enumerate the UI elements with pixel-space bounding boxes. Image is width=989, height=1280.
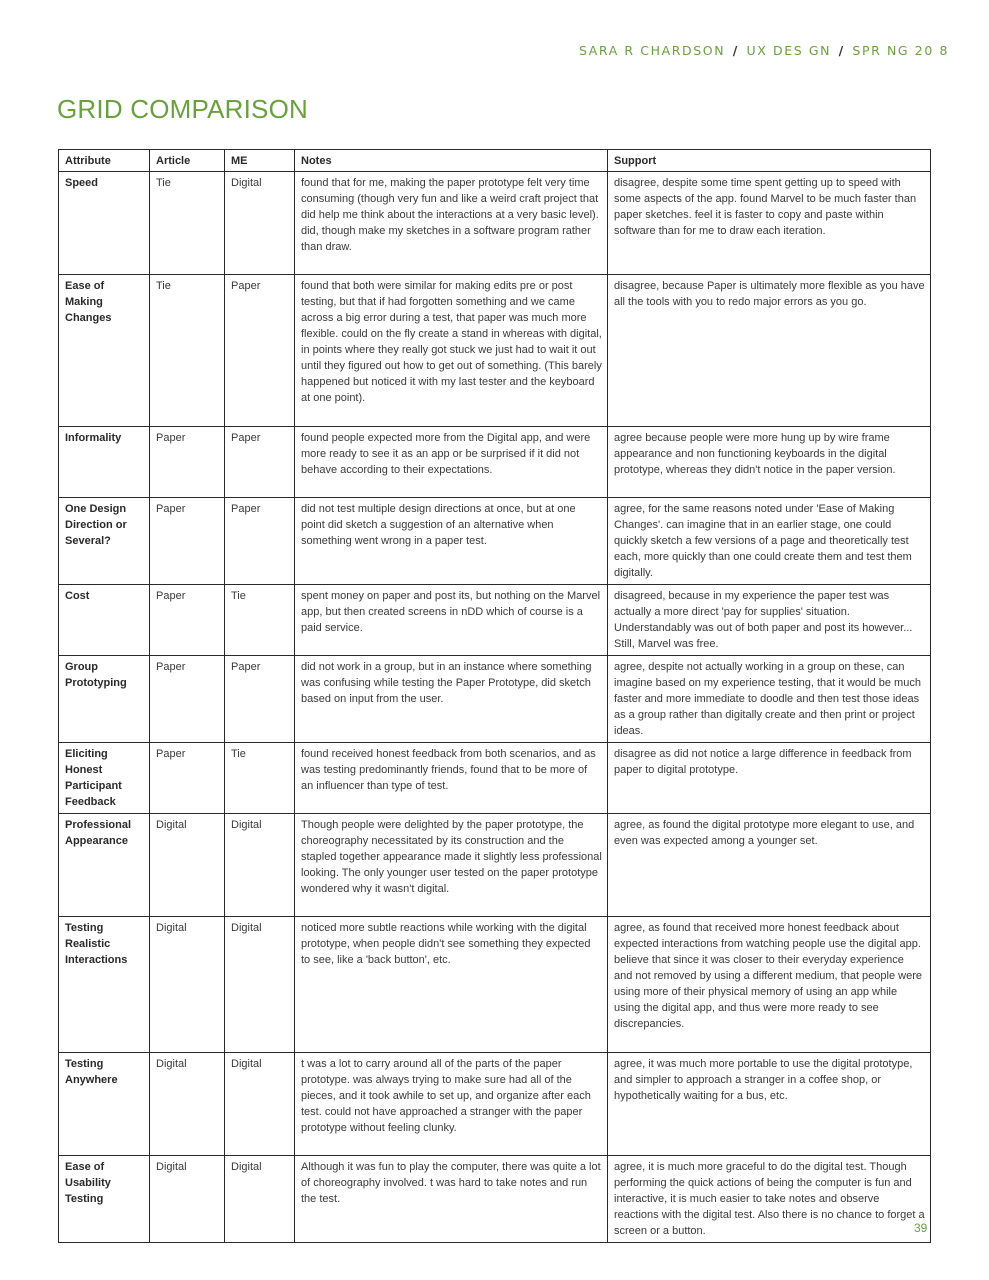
- table-header-row: [59, 150, 931, 172]
- header-term: SPR NG 20 8: [852, 43, 949, 58]
- notes-cell: found received honest feedback from both scenarios, and as was testing predominantly friends, found that to be more of an influencer than type of test.: [295, 743, 608, 814]
- notes-cell: Although it was fun to play the computer, there was quite a lot of choreography involved. t was hard to take notes and run the test.: [295, 1156, 608, 1243]
- notes-cell: spent money on paper and post its, but nothing on the Marvel app, but then created screens in nDD which of course is a paid service.: [295, 585, 608, 656]
- header-author: SARA R CHARDSON: [579, 43, 726, 58]
- support-cell: agree, as found that received more honest feedback about expected interactions from watching people use the digital app. believe that since it was closer to their everyday experience and not removed by using a different medium, that people were using more of their physical memory of using an app while using the digital app, and thus were more ready to see discrepancies.: [608, 917, 931, 1053]
- article-cell: Tie: [150, 275, 225, 427]
- me-cell: Digital: [225, 1053, 295, 1156]
- attribute-cell: One Design Direction or Several?: [59, 498, 150, 585]
- table-row: [59, 917, 931, 1053]
- notes-cell: Though people were delighted by the paper prototype, the choreography necessitated by its construction and the stapled together appearance made it slightly less professional looking. The only younger user tested on the paper prototype wondered why it wasn't digital.: [295, 814, 608, 917]
- article-cell: Digital: [150, 814, 225, 917]
- article-cell: Digital: [150, 1156, 225, 1243]
- me-cell: Digital: [225, 1156, 295, 1243]
- attribute-cell: Eliciting Honest Participant Feedback: [59, 743, 150, 814]
- me-cell: Paper: [225, 498, 295, 585]
- notes-cell: did not work in a group, but in an instance where something was confusing while testing the Paper Prototype, did sketch based on input from the user.: [295, 656, 608, 743]
- table-row: [59, 814, 931, 917]
- page-title: GRID COMPARISON: [57, 94, 308, 124]
- article-cell: Digital: [150, 917, 225, 1053]
- me-cell: Digital: [225, 814, 295, 917]
- notes-cell: found that both were similar for making edits pre or post testing, but that if had forgotten something and we came across a big error during a test, that paper was much more flexible. could on the fly create a stand in whereas with digital, in points where they really got stuck we just had to wait it out until they figured out how to get out of something. (This barely happened but noticed it with my last tester and the keyboard at one point).: [295, 275, 608, 427]
- table-row: [59, 1156, 931, 1243]
- page-number: 39: [914, 1221, 928, 1235]
- notes-cell: t was a lot to carry around all of the parts of the paper prototype. was always trying to make sure had all of the pieces, and it took awhile to set up, and organize after each test. could not have approached a stranger with the paper prototype without feeling clunky.: [295, 1053, 608, 1156]
- article-cell: Paper: [150, 743, 225, 814]
- table-row: [59, 427, 931, 498]
- table-row: [59, 275, 931, 427]
- me-cell: Paper: [225, 275, 295, 427]
- me-cell: Digital: [225, 917, 295, 1053]
- me-cell: Tie: [225, 585, 295, 656]
- table-row: [59, 743, 931, 814]
- notes-cell: noticed more subtle reactions while working with the digital prototype, when people didn't see something they expected to see, like a 'back button', etc.: [295, 917, 608, 1053]
- article-cell: Paper: [150, 427, 225, 498]
- me-cell: Tie: [225, 743, 295, 814]
- support-cell: disagreed, because in my experience the paper test was actually a more direct 'pay for supplies' situation. Understandably was out of both paper and post its however... Still, Marvel was free.: [608, 585, 931, 656]
- column-header-notes: Notes: [295, 150, 608, 172]
- notes-cell: did not test multiple design directions at once, but at one point did sketch a suggestion of an alternative when something went wrong in a paper test.: [295, 498, 608, 585]
- column-header-support: Support: [608, 150, 931, 172]
- column-header-article: Article: [150, 150, 225, 172]
- me-cell: Paper: [225, 427, 295, 498]
- attribute-cell: Testing Realistic Interactions: [59, 917, 150, 1053]
- article-cell: Digital: [150, 1053, 225, 1156]
- me-cell: Paper: [225, 656, 295, 743]
- article-cell: Paper: [150, 656, 225, 743]
- table-row: [59, 498, 931, 585]
- comparison-table: [58, 149, 931, 1243]
- support-cell: agree, despite not actually working in a group on these, can imagine based on my experience testing, that it would be much faster and more immediate to doodle and then test those ideas as a group rather than digitally create and then print or project ideas.: [608, 656, 931, 743]
- attribute-cell: Informality: [59, 427, 150, 498]
- support-cell: agree because people were more hung up by wire frame appearance and non functioning keyboards in the digital prototype, whereas they didn't notice in the paper version.: [608, 427, 931, 498]
- support-cell: agree, it is much more graceful to do the digital test. Though performing the quick actions of being the computer is fun and interactive, it is much easier to take notes and observe reactions with the digital test. Also there is no chance to forget a screen or a button.: [608, 1156, 931, 1243]
- article-cell: Paper: [150, 585, 225, 656]
- notes-cell: found that for me, making the paper prototype felt very time consuming (though very fun and like a weird craft project that did help me think about the interactions at a very basic level). did, though make my sketches in a software program rather than draw.: [295, 172, 608, 275]
- article-cell: Tie: [150, 172, 225, 275]
- table-row: [59, 1053, 931, 1156]
- attribute-cell: Professional Appearance: [59, 814, 150, 917]
- table-row: [59, 585, 931, 656]
- column-header-me: ME: [225, 150, 295, 172]
- column-header-attribute: Attribute: [59, 150, 150, 172]
- header-separator: /: [732, 43, 739, 58]
- attribute-cell: Ease of Making Changes: [59, 275, 150, 427]
- support-cell: disagree as did not notice a large difference in feedback from paper to digital prototype.: [608, 743, 931, 814]
- support-cell: agree, for the same reasons noted under 'Ease of Making Changes'. can imagine that in an earlier stage, one could quickly sketch a few versions of a page and theoretically test each, more quickly than one could create them and test them digitally.: [608, 498, 931, 585]
- me-cell: Digital: [225, 172, 295, 275]
- running-header: [579, 43, 949, 58]
- attribute-cell: Speed: [59, 172, 150, 275]
- support-cell: agree, as found the digital prototype more elegant to use, and even was expected among a younger set.: [608, 814, 931, 917]
- table-row: [59, 656, 931, 743]
- attribute-cell: Cost: [59, 585, 150, 656]
- article-cell: Paper: [150, 498, 225, 585]
- notes-cell: found people expected more from the Digital app, and were more ready to see it as an app or be surprised if it did not behave according to their expectations.: [295, 427, 608, 498]
- table-row: [59, 172, 931, 275]
- header-course: UX DES GN: [746, 43, 832, 58]
- attribute-cell: Testing Anywhere: [59, 1053, 150, 1156]
- attribute-cell: Group Prototyping: [59, 656, 150, 743]
- attribute-cell: Ease of Usability Testing: [59, 1156, 150, 1243]
- support-cell: agree, it was much more portable to use the digital prototype, and simpler to approach a stranger in a coffee shop, or hypothetically waiting for a bus, etc.: [608, 1053, 931, 1156]
- support-cell: disagree, despite some time spent getting up to speed with some aspects of the app. found Marvel to be much faster than paper sketches. feel it is faster to copy and paste within software than for me to draw each iteration.: [608, 172, 931, 275]
- support-cell: disagree, because Paper is ultimately more flexible as you have all the tools with you to redo major errors as you go.: [608, 275, 931, 427]
- header-separator: /: [838, 43, 845, 58]
